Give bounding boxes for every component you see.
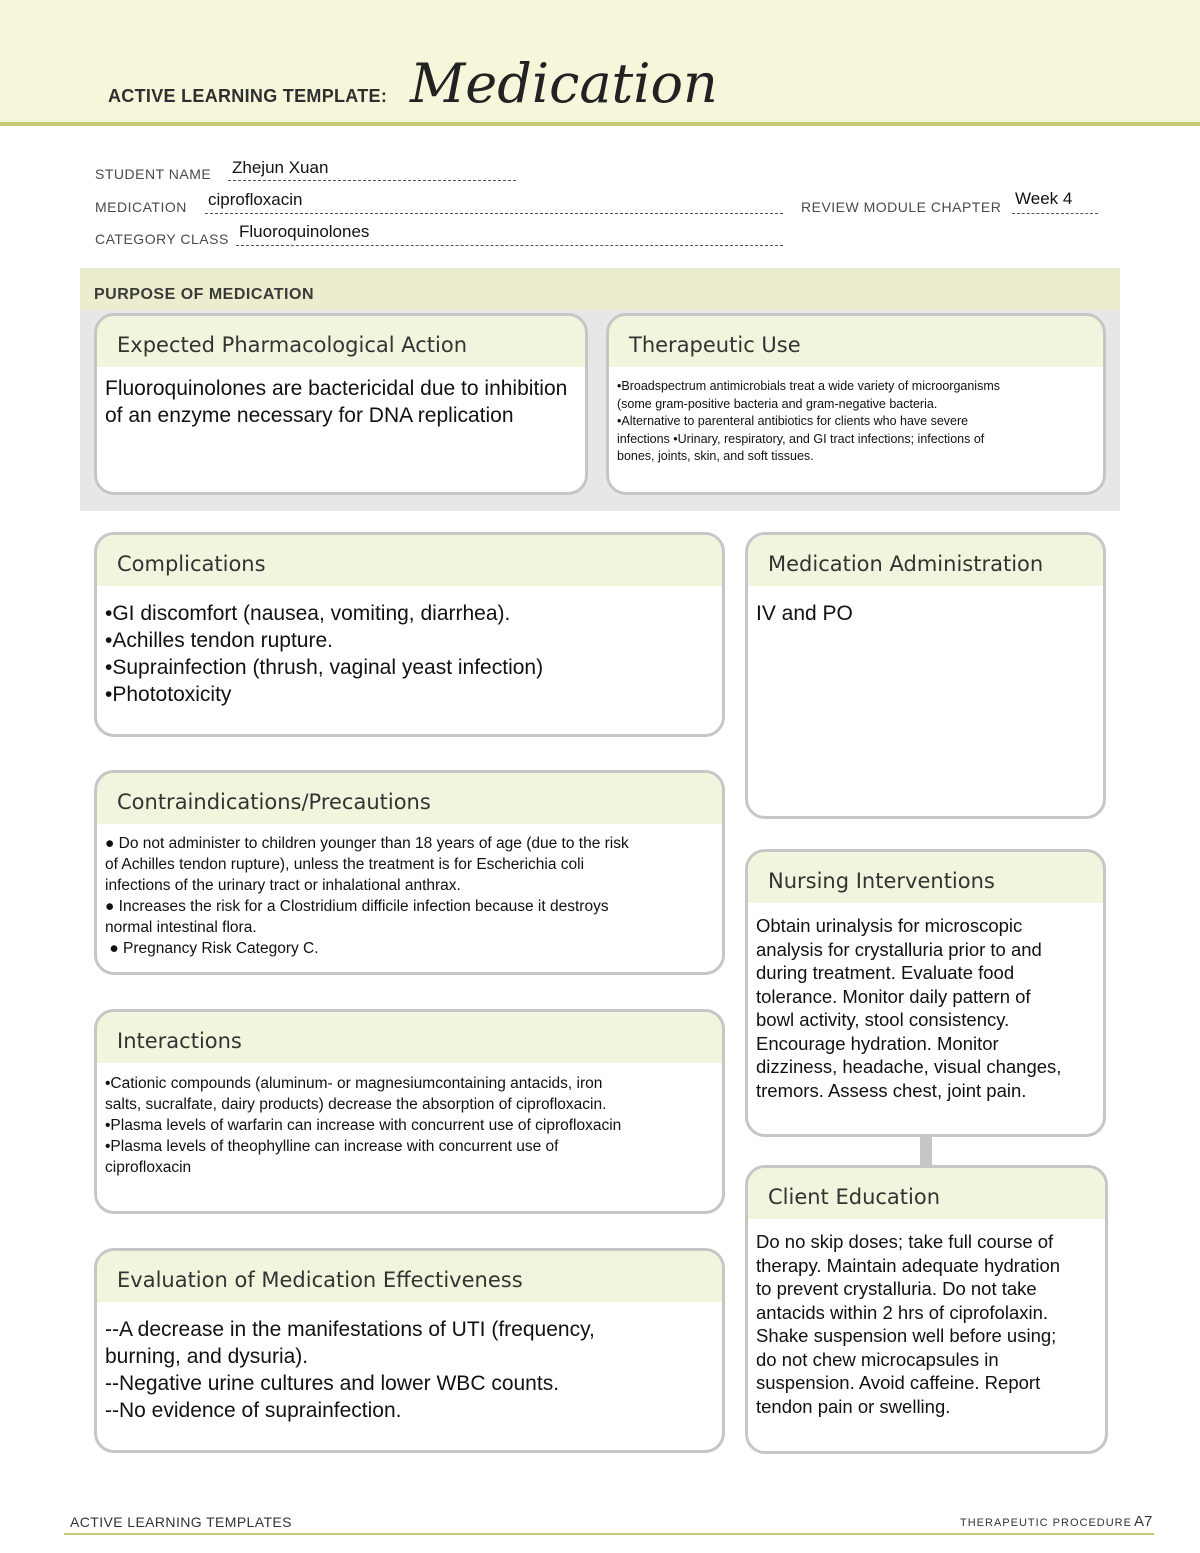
evaluation-card bbox=[94, 1248, 725, 1453]
contraindications-title: Contraindications/Precautions bbox=[97, 773, 722, 824]
student-name-field[interactable]: Zhejun Xuan bbox=[232, 158, 329, 177]
review-module-line bbox=[1012, 213, 1098, 214]
interactions-line: salts, sucralfate, dairy products) decrease the absorption of ciprofloxacin. bbox=[105, 1096, 607, 1113]
complications-text[interactable] bbox=[97, 586, 722, 708]
nursing-line: during treatment. Evaluate food bbox=[756, 962, 1015, 983]
footer-right-label: THERAPEUTIC PROCEDURE bbox=[960, 1517, 1132, 1529]
therapeutic-line: infections •Urinary, respiratory, and GI tract infections; infections of bbox=[617, 431, 985, 446]
complications-line: •Achilles tendon rupture. bbox=[105, 629, 333, 652]
education-line: therapy. Maintain adequate hydration bbox=[756, 1254, 1061, 1276]
review-module-label: REVIEW MODULE CHAPTER bbox=[801, 199, 1002, 215]
contraindications-line: normal intestinal flora. bbox=[105, 919, 257, 936]
education-line: suspension. Avoid caffeine. Report bbox=[756, 1372, 1041, 1393]
category-line bbox=[236, 245, 783, 246]
interactions-line: •Plasma levels of warfarin can increase with concurrent use of ciprofloxacin bbox=[105, 1117, 622, 1134]
footer-left-label: ACTIVE LEARNING TEMPLATES bbox=[70, 1514, 292, 1530]
nursing-interventions-card bbox=[745, 849, 1106, 1137]
nursing-line: analysis for crystalluria prior to and bbox=[756, 938, 1042, 960]
interactions-line: •Plasma levels of theophylline can increase with concurrent use of bbox=[105, 1138, 559, 1155]
contraindications-line: of Achilles tendon rupture), unless the treatment is for Escherichia coli bbox=[105, 856, 585, 873]
contraindications-line: ● Do not administer to children younger than 18 years of age (due to the risk bbox=[105, 835, 629, 852]
therapeutic-use-text[interactable] bbox=[609, 367, 1103, 466]
interactions-line: •Cationic compounds (aluminum- or magnesiumcontaining antacids, iron bbox=[105, 1075, 603, 1092]
template-label: ACTIVE LEARNING TEMPLATE: bbox=[108, 86, 388, 106]
complications-line: •Suprainfection (thrush, vaginal yeast infection) bbox=[105, 656, 544, 679]
nursing-interventions-text[interactable] bbox=[748, 903, 1103, 1102]
student-name-label: STUDENT NAME bbox=[95, 166, 212, 182]
therapeutic-line: (some gram-positive bacteria and gram-negative bacteria. bbox=[617, 396, 938, 411]
nursing-line: dizziness, headache, visual changes, bbox=[756, 1056, 1062, 1077]
therapeutic-line: bones, joints, skin, and soft tissues. bbox=[617, 449, 814, 463]
therapeutic-use-title: Therapeutic Use bbox=[609, 316, 1103, 367]
evaluation-title: Evaluation of Medication Effectiveness bbox=[97, 1251, 722, 1302]
nursing-line: Encourage hydration. Monitor bbox=[756, 1032, 999, 1054]
therapeutic-line: •Broadspectrum antimicrobials treat a wide variety of microorganisms bbox=[617, 379, 1000, 393]
footer-rule bbox=[64, 1533, 1154, 1535]
template-title: Medication bbox=[410, 52, 718, 115]
page-number: A7 bbox=[1134, 1513, 1153, 1530]
contraindications-line: ● Pregnancy Risk Category C. bbox=[105, 940, 319, 957]
interactions-text[interactable] bbox=[97, 1063, 722, 1178]
complications-line: •GI discomfort (nausea, vomiting, diarrhea). bbox=[105, 602, 511, 625]
nursing-line: tremors. Assess chest, joint pain. bbox=[756, 1079, 1027, 1101]
complications-card bbox=[94, 532, 725, 737]
education-line: tendon pain or swelling. bbox=[756, 1395, 951, 1417]
nursing-interventions-title: Nursing Interventions bbox=[748, 852, 1103, 903]
card-connector bbox=[920, 1136, 932, 1166]
client-education-text[interactable] bbox=[748, 1219, 1105, 1418]
contraindications-line: ● Increases the risk for a Clostridium difficile infection because it destroys bbox=[105, 898, 609, 915]
expected-action-title: Expected Pharmacological Action bbox=[97, 316, 585, 367]
interactions-line: ciprofloxacin bbox=[105, 1159, 192, 1176]
evaluation-line: --A decrease in the manifestations of UTI (frequency, bbox=[105, 1318, 595, 1341]
interactions-card bbox=[94, 1009, 725, 1214]
therapeutic-use-card bbox=[606, 313, 1106, 495]
medication-line bbox=[205, 213, 783, 214]
education-line: to prevent crystalluria. Do not take bbox=[756, 1278, 1037, 1299]
purpose-label: PURPOSE OF MEDICATION bbox=[94, 286, 314, 303]
student-name-line bbox=[228, 180, 516, 181]
medication-field[interactable]: ciprofloxacin bbox=[208, 190, 303, 209]
header-rule bbox=[0, 122, 1200, 126]
nursing-line: Obtain urinalysis for microscopic bbox=[756, 915, 1023, 936]
category-label: CATEGORY CLASS bbox=[95, 231, 229, 247]
evaluation-line: --No evidence of suprainfection. bbox=[105, 1399, 402, 1422]
contraindications-card bbox=[94, 770, 725, 975]
client-education-card bbox=[745, 1165, 1108, 1454]
education-line: Do no skip doses; take full course of bbox=[756, 1231, 1054, 1252]
administration-text[interactable]: IV and PO bbox=[756, 602, 853, 625]
evaluation-line: burning, and dysuria). bbox=[105, 1345, 309, 1368]
education-line: do not chew microcapsules in bbox=[756, 1348, 999, 1370]
category-field[interactable]: Fluoroquinolones bbox=[239, 222, 370, 241]
client-education-title: Client Education bbox=[748, 1168, 1105, 1219]
complications-line: •Phototoxicity bbox=[105, 683, 232, 706]
education-line: Shake suspension well before using; bbox=[756, 1325, 1057, 1346]
expected-action-text[interactable]: Fluoroquinolones are bactericidal due to inhibition of an enzyme necessary for DNA replication bbox=[105, 377, 568, 427]
therapeutic-line: •Alternative to parenteral antibiotics for clients who have severe bbox=[617, 414, 969, 428]
nursing-line: tolerance. Monitor daily pattern of bbox=[756, 985, 1031, 1007]
nursing-line: bowl activity, stool consistency. bbox=[756, 1009, 1010, 1030]
administration-title: Medication Administration bbox=[748, 535, 1103, 586]
education-line: antacids within 2 hrs of ciprofolaxin. bbox=[756, 1301, 1049, 1323]
medication-label: MEDICATION bbox=[95, 199, 187, 215]
contraindications-line: infections of the urinary tract or inhalational anthrax. bbox=[105, 877, 461, 894]
expected-action-card bbox=[94, 313, 588, 495]
review-module-field[interactable]: Week 4 bbox=[1015, 189, 1073, 208]
administration-card bbox=[745, 532, 1106, 819]
complications-title: Complications bbox=[97, 535, 722, 586]
interactions-title: Interactions bbox=[97, 1012, 722, 1063]
evaluation-line: --Negative urine cultures and lower WBC counts. bbox=[105, 1372, 560, 1395]
contraindications-text[interactable] bbox=[97, 824, 722, 959]
evaluation-text[interactable] bbox=[97, 1302, 722, 1424]
